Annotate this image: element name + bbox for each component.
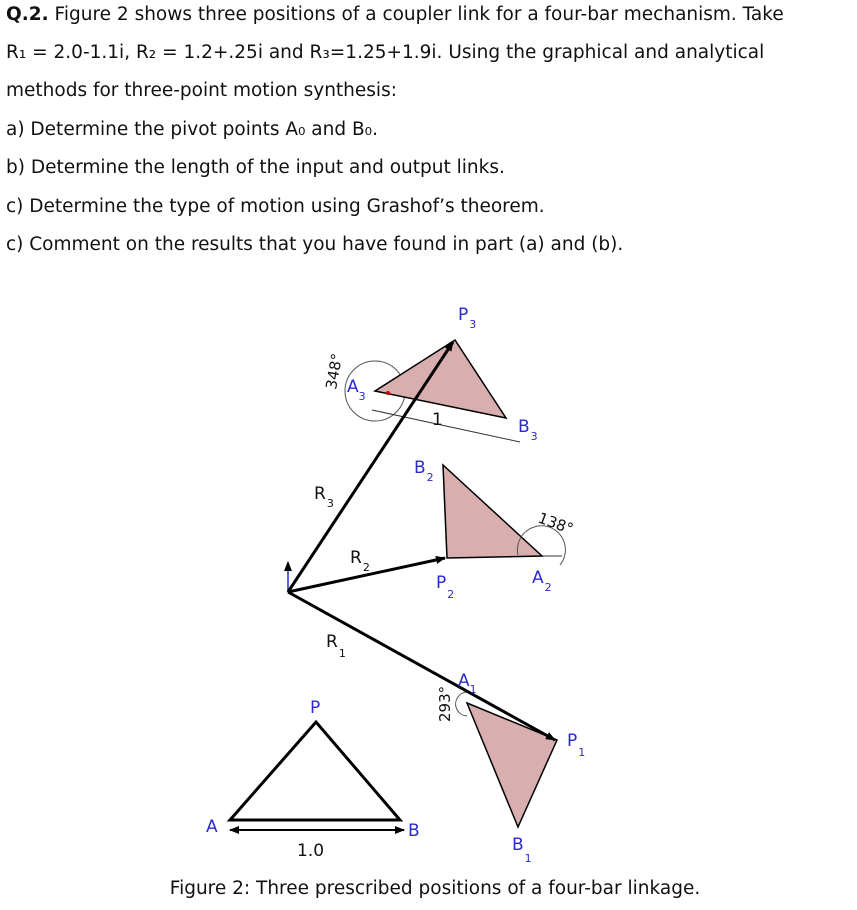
label-p3: $P_3$ — [458, 305, 477, 331]
label-length: 1.0 — [297, 841, 325, 861]
dimension-label-3: 1 — [432, 410, 443, 430]
question-line-2: R₁ = 2.0-1.1i, R₂ = 1.2+.25i and R₃=1.25+1.9i. Using the graphical and analytical — [6, 42, 765, 63]
vector-r3 — [288, 342, 453, 592]
angle-label-138: 138° — [535, 508, 576, 539]
angle-label-348: 348° — [322, 351, 347, 391]
coupler-position-1 — [467, 703, 557, 827]
part-a: a) Determine the pivot points A₀ and B₀. — [6, 119, 378, 140]
question-number: Q.2. — [6, 4, 49, 25]
part-c: c) Determine the type of motion using Grashof’s theorem. — [6, 196, 545, 217]
label-r2: $R_2$ — [350, 548, 370, 574]
question-text: Figure 2 shows three positions of a coupler link for a four-bar mechanism. Take — [54, 4, 784, 25]
vector-r1 — [288, 592, 555, 740]
label-b1: $B_1$ — [512, 835, 532, 865]
label-p2: $P_2$ — [436, 573, 455, 601]
figure-caption: Figure 2: Three prescribed positions of a four-bar linkage. — [169, 878, 701, 899]
coupler-position-2 — [443, 465, 542, 558]
label-p1: $P_1$ — [567, 731, 586, 759]
question-line-3: methods for three-point motion synthesis: — [6, 80, 397, 101]
label-coupler-b: B — [408, 821, 420, 841]
angle-label-293: 293° — [436, 685, 454, 722]
part-c-comment: c) Comment on the results that you have found in part (a) and (b). — [6, 234, 624, 255]
label-b3: $B_3$ — [518, 417, 538, 443]
coupler-position-3 — [375, 340, 506, 418]
part-b: b) Determine the length of the input and output links. — [6, 157, 505, 178]
label-coupler-p: P — [310, 698, 321, 718]
label-a3: $A_3$ — [347, 377, 366, 403]
label-a2: $A_2$ — [532, 568, 552, 594]
reference-coupler — [230, 722, 400, 820]
label-a1: $A_1$ — [458, 671, 477, 696]
label-coupler-a: A — [206, 817, 218, 837]
label-b2: $B_2$ — [414, 458, 434, 484]
label-r3: $R_3$ — [314, 484, 334, 510]
label-r1: $R_1$ — [326, 632, 346, 660]
